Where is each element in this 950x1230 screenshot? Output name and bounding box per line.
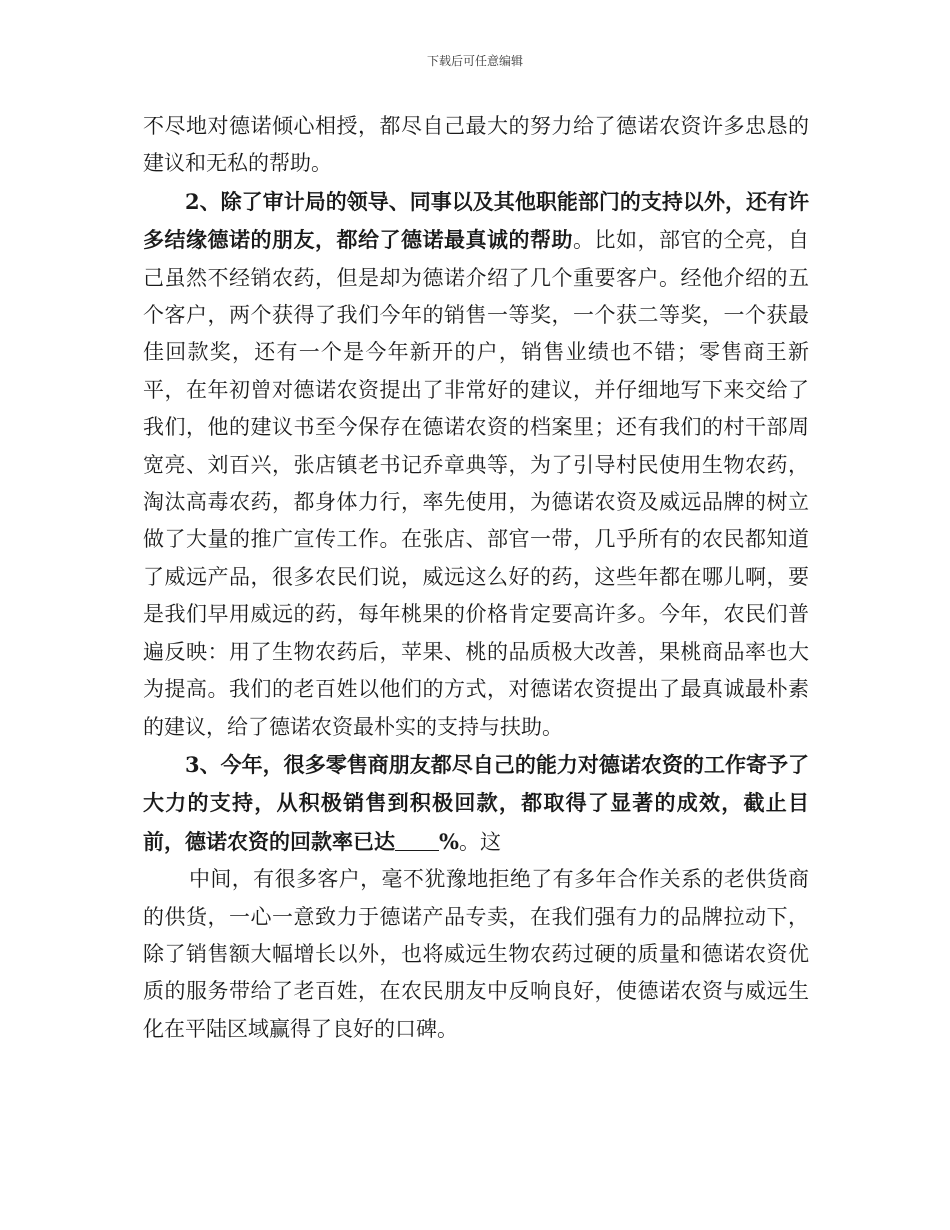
percent-sign: %: [439, 828, 459, 854]
paragraph-1: 不尽地对德诺倾心相授，都尽自己最大的努力给了德诺农资许多忠恳的建议和无私的帮助。: [143, 114, 809, 176]
paragraph-3-text: 。这: [458, 829, 501, 854]
paragraph-4: 中间，有很多客户，毫不犹豫地拒绝了有多年合作关系的老供货商的供货，一心一意致力于德诺产品专卖，在我们强有力的品牌拉动下，除了销售额大幅增长以外，也将威远生物农药过硬的质量和德诺农资优质的服务带给了老百姓，在农民朋友中反响良好，使德诺农资与威远生化在平陆区域赢得了良好的口碑。: [143, 867, 809, 1041]
paragraph-2: [143, 183, 809, 746]
page-header: 下载后可任意编辑: [426, 54, 523, 68]
paragraph-2-text: 。比如，部官的仝亮，自己虽然不经销农药，但是却为德诺介绍了几个重要客户。经他介绍的五个客户，两个获得了我们今年的销售一等奖，一个获二等奖，一个获最佳回款奖，还有一个是今年新开的户，销售业绩也不错；零售商王新平，在年初曾对德诺农资提出了非常好的建议，并仔细地写下来交给了我们，他的建议书至今保存在德诺农资的档案里；还有我们的村干部周宽亮、刘百兴，张店镇老书记乔章典等，为了引导村民使用生物农药，淘汰高毒农药，都身体力行，率先使用，为德诺农资及威远品牌的树立做了大量的推广宣传工作。在张店、部官一带，几乎所有的农民都知道了威远产品，很多农民们说，威远这么好的药，这些年都在哪儿啊，要是我们早用威远的药，每年桃果的价格肯定要高许多。今年，农民们普遍反映：用了生物农药后，苹果、桃的品质极大改善，果桃商品率也大为提高。我们的老百姓以他们的方式，对德诺农资提出了最真诚最朴素的建议，给了德诺农资最朴实的支持与扶助。: [143, 228, 809, 739]
paragraph-3-heading: 3、今年，很多零售商朋友都尽自己的能力对德诺农资的工作寄予了大力的支持，从积极销售到积极回款，都取得了显著的成效，截止目前，德诺农资的回款率已达: [143, 751, 809, 854]
paragraph-3: [143, 746, 809, 861]
document-body: [143, 108, 809, 1048]
paragraph-2-heading: 2、除了审计局的领导、同事以及其他职能部门的支持以外，还有许多结缘德诺的朋友，都给了德诺最真诚的帮助: [143, 188, 809, 253]
fill-in-blank: [395, 830, 439, 851]
